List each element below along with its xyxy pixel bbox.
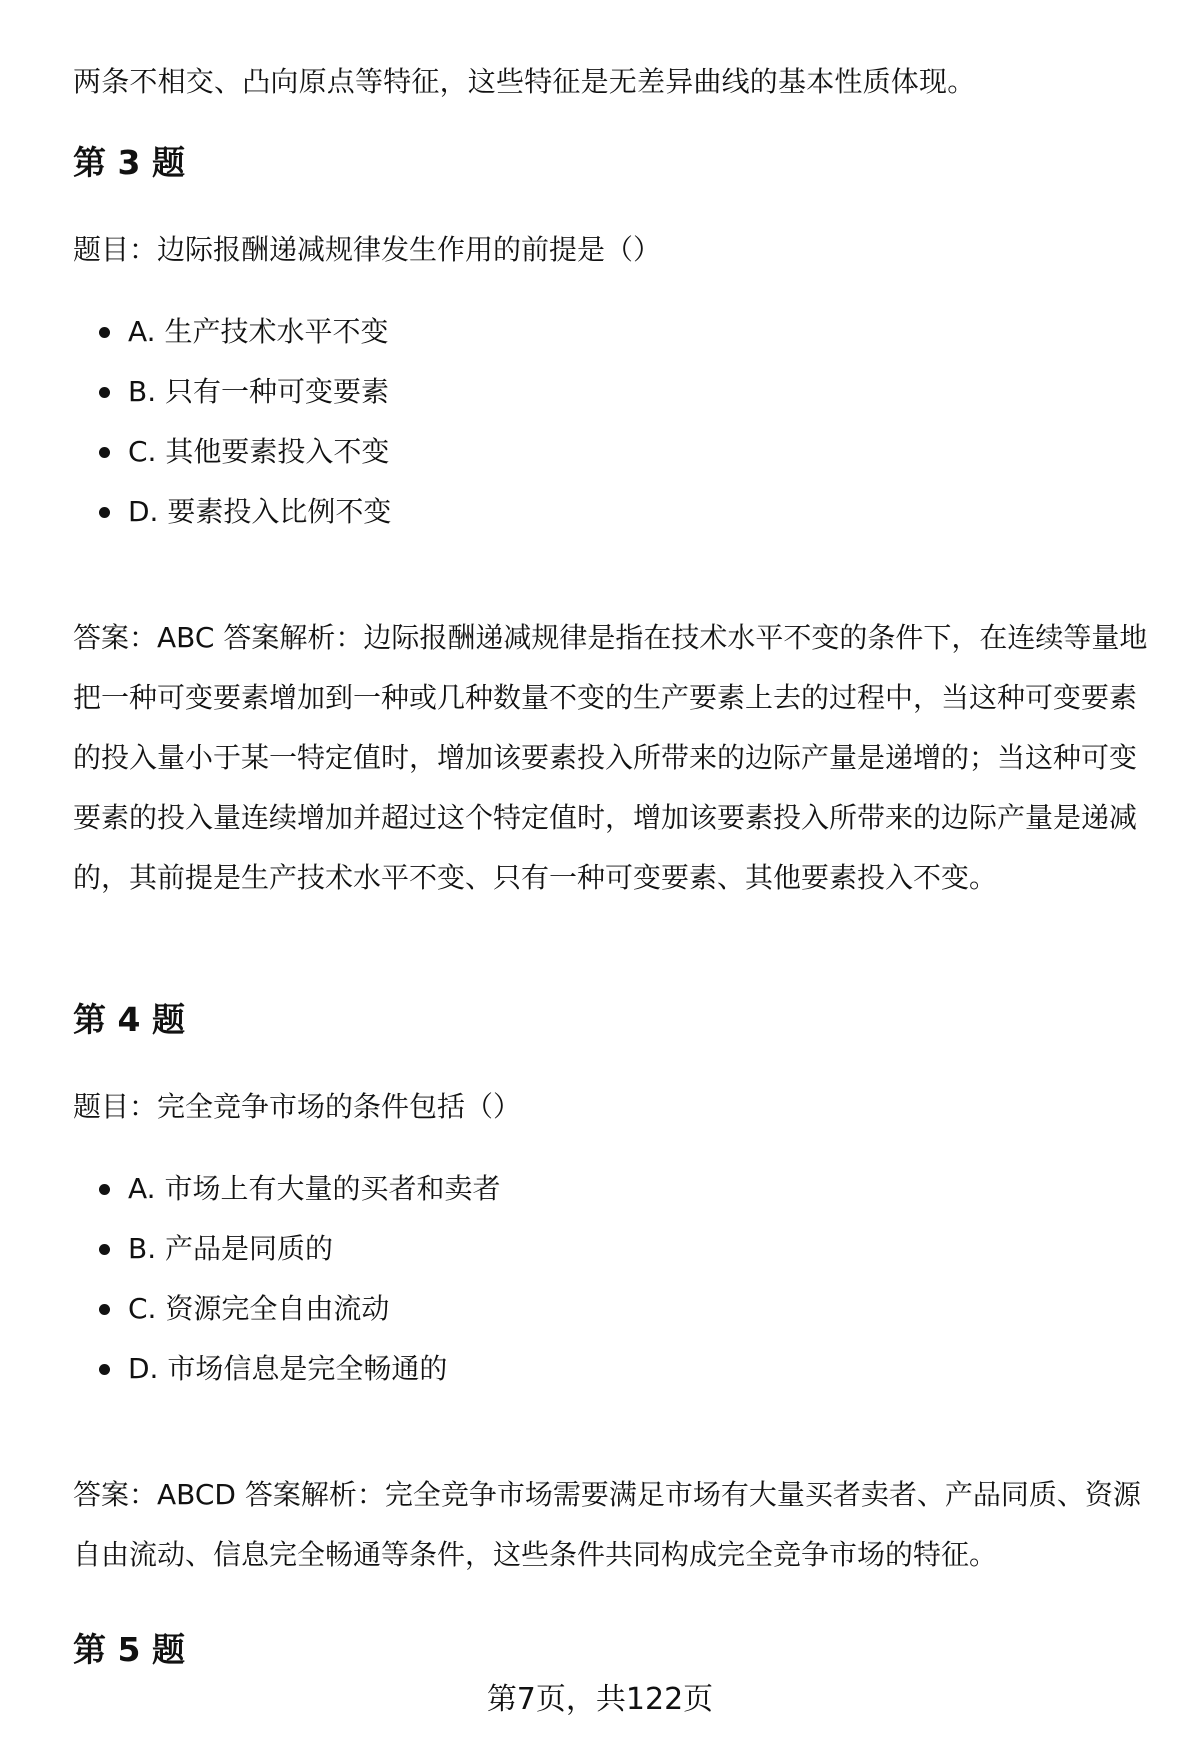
option-text: D. 要素投入比例不变 xyxy=(128,495,392,528)
option-item xyxy=(73,362,391,422)
option-text: A. 市场上有大量的买者和卖者 xyxy=(128,1172,501,1205)
bullet-icon xyxy=(99,507,110,518)
question-3-stem: 题目：边际报酬递减规律发生作用的前提是（） xyxy=(73,233,662,266)
option-text: B. 只有一种可变要素 xyxy=(128,375,390,408)
option-text: B. 产品是同质的 xyxy=(128,1232,334,1265)
question-4-options xyxy=(73,1159,500,1399)
option-item xyxy=(73,482,391,542)
option-item xyxy=(73,422,391,482)
option-item xyxy=(73,1279,500,1339)
continuation-text: 两条不相交、凸向原点等特征，这些特征是无差异曲线的基本性质体现。 xyxy=(73,65,976,98)
question-3-options xyxy=(73,302,391,542)
bullet-icon xyxy=(99,1244,110,1255)
option-item xyxy=(73,1219,500,1279)
question-4-answer: 答案：ABCD 答案解析：完全竞争市场需要满足市场有大量买者卖者、产品同质、资源自由流动、信息完全畅通等条件，这些条件共同构成完全竞争市场的特征。 xyxy=(73,1478,1141,1571)
bullet-icon xyxy=(99,327,110,338)
page-footer: 第7页，共122页 xyxy=(486,1682,714,1717)
option-text: D. 市场信息是完全畅通的 xyxy=(128,1352,448,1385)
question-5-heading: 第 5 题 xyxy=(73,1630,185,1669)
bullet-icon xyxy=(99,447,110,458)
bullet-icon xyxy=(99,1184,110,1195)
option-item xyxy=(73,1159,500,1219)
option-text: C. 其他要素投入不变 xyxy=(128,435,390,468)
option-item xyxy=(73,302,391,362)
bullet-icon xyxy=(99,387,110,398)
question-4-heading: 第 4 题 xyxy=(73,1000,185,1039)
bullet-icon xyxy=(99,1304,110,1315)
option-text: A. 生产技术水平不变 xyxy=(128,315,389,348)
option-item xyxy=(73,1339,500,1399)
question-3-answer: 答案：ABC 答案解析：边际报酬递减规律是指在技术水平不变的条件下，在连续等量地把一种可变要素增加到一种或几种数量不变的生产要素上去的过程中，当这种可变要素的投入量小于某一特定值时，增加该要素投入所带来的边际产量是递增的；当这种可变要素的投入量连续增加并超过这个特定值时，增加该要素投入所带来的边际产量是递减的，其前提是生产技术水平不变、只有一种可变要素、其他要素投入不变。 xyxy=(73,621,1148,894)
option-text: C. 资源完全自由流动 xyxy=(128,1292,390,1325)
question-4-stem: 题目：完全竞争市场的条件包括（） xyxy=(73,1090,522,1123)
question-3-heading: 第 3 题 xyxy=(73,143,185,182)
bullet-icon xyxy=(99,1364,110,1375)
